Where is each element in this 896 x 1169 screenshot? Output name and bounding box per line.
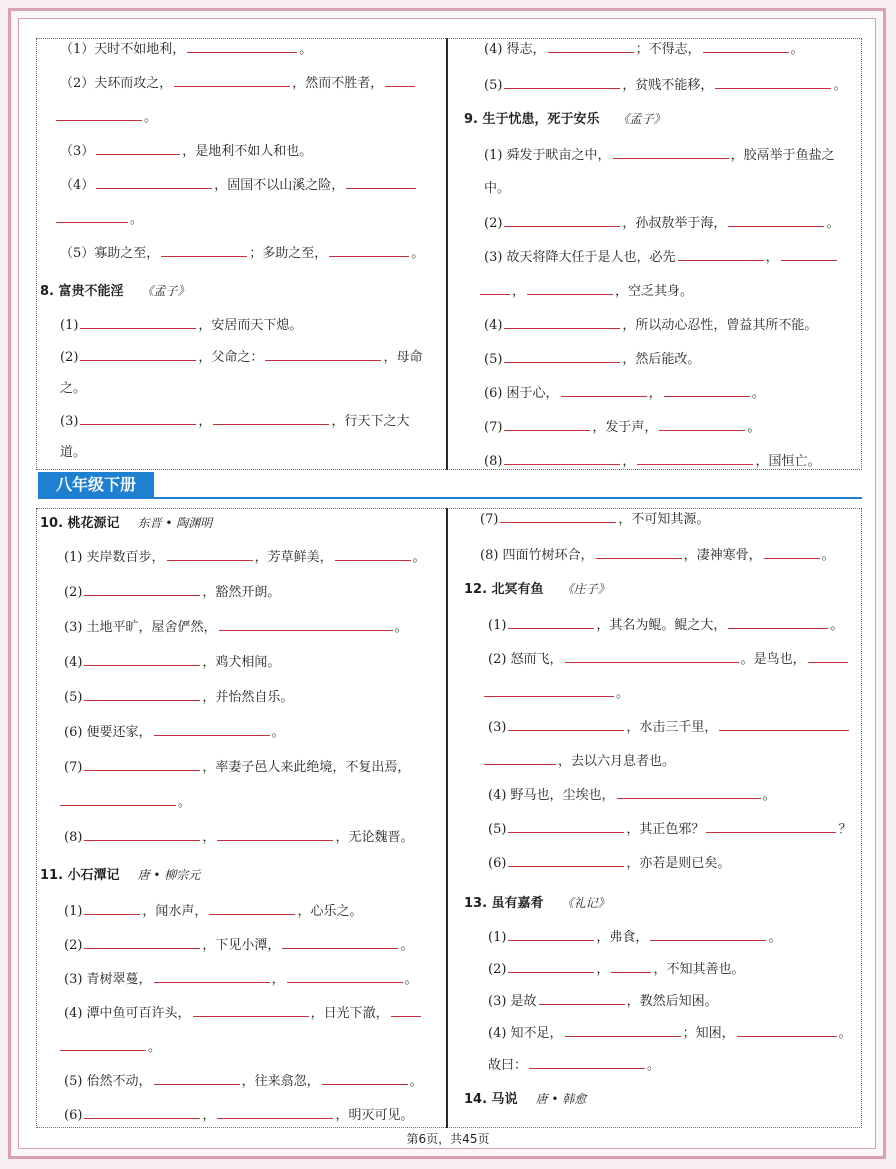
line-text: (3) 青树翠蔓， bbox=[64, 972, 152, 987]
fill-line bbox=[484, 76, 846, 95]
section-title-text: 10. 桃花源记 bbox=[40, 516, 120, 531]
answer-blank[interactable] bbox=[84, 758, 200, 771]
line-text: ，然而不胜者， bbox=[292, 76, 384, 91]
line-text: ， bbox=[202, 830, 216, 845]
line-text: 。 bbox=[830, 618, 844, 633]
line-text: (2) bbox=[488, 962, 507, 977]
fill-line bbox=[484, 316, 817, 335]
line-text: ，无论魏晋。 bbox=[335, 830, 414, 845]
line-text: ，胶鬲举于鱼盐之 bbox=[730, 148, 835, 163]
line-text: (4) 野马也，尘埃也， bbox=[488, 788, 615, 803]
line-text: 。 bbox=[833, 78, 847, 93]
fill-line bbox=[60, 74, 417, 93]
answer-blank[interactable] bbox=[539, 992, 625, 1005]
line-text: （1）天时不如地利， bbox=[60, 42, 186, 57]
line-text: 。 bbox=[790, 42, 804, 57]
line-text: (4) 得志， bbox=[484, 42, 546, 57]
answer-blank[interactable] bbox=[84, 902, 140, 915]
line-text: ，日光下澈， bbox=[310, 1006, 389, 1021]
line-text: ，往来翕忽， bbox=[241, 1074, 320, 1089]
answer-blank[interactable] bbox=[56, 210, 128, 223]
line-text: (6) bbox=[488, 856, 507, 871]
section-title-text: 12. 北冥有鱼 bbox=[464, 582, 544, 597]
fill-line bbox=[60, 142, 312, 161]
section-title bbox=[40, 866, 200, 885]
answer-blank[interactable] bbox=[617, 786, 761, 799]
fill-line bbox=[64, 758, 410, 777]
fill-line bbox=[54, 108, 157, 127]
fill-line bbox=[488, 718, 851, 737]
section-source: 东晋 • 陶渊明 bbox=[137, 516, 213, 530]
answer-blank[interactable] bbox=[504, 350, 620, 363]
answer-blank[interactable] bbox=[209, 902, 295, 915]
line-text: (4) bbox=[484, 318, 503, 333]
fill-line bbox=[64, 936, 413, 955]
answer-blank[interactable] bbox=[611, 960, 651, 973]
section-title-text: 13. 虽有嘉肴 bbox=[464, 896, 544, 911]
line-text: ， bbox=[648, 386, 662, 401]
answer-blank[interactable] bbox=[504, 76, 620, 89]
answer-blank[interactable] bbox=[508, 854, 624, 867]
line-text: (5) bbox=[484, 78, 503, 93]
line-text: (6) 困于心， bbox=[484, 386, 559, 401]
answer-blank[interactable] bbox=[484, 752, 556, 765]
answer-blank[interactable] bbox=[596, 546, 682, 559]
line-text: ， bbox=[271, 972, 285, 987]
fill-line bbox=[488, 786, 776, 805]
answer-blank[interactable] bbox=[565, 650, 739, 663]
answer-blank[interactable] bbox=[213, 412, 329, 425]
line-text: (5) bbox=[64, 690, 83, 705]
section-title bbox=[464, 580, 610, 599]
line-text: （3） bbox=[60, 144, 95, 159]
line-text: ，所以动心忍性，曾益其所不能。 bbox=[622, 318, 818, 333]
line-text: ， bbox=[198, 414, 212, 429]
line-text: （2）夫环而攻之， bbox=[60, 76, 173, 91]
line-text: 。 bbox=[616, 686, 630, 701]
line-text: ，闻水声， bbox=[142, 904, 208, 919]
fill-line bbox=[488, 650, 850, 669]
line-text: ，是地利不如人和也。 bbox=[182, 144, 313, 159]
answer-blank[interactable] bbox=[508, 616, 594, 629]
answer-blank[interactable] bbox=[287, 970, 403, 983]
line-text: (1) bbox=[60, 318, 79, 333]
answer-blank[interactable] bbox=[508, 820, 624, 833]
fill-line bbox=[64, 618, 408, 637]
fill-line bbox=[484, 214, 839, 233]
line-text: 。 bbox=[412, 550, 426, 565]
fill-line bbox=[484, 350, 700, 369]
line-text: ；不得志， bbox=[635, 42, 701, 57]
line-text: 。 bbox=[299, 42, 313, 57]
line-text: ，母命 bbox=[383, 350, 423, 365]
answer-blank[interactable] bbox=[282, 936, 398, 949]
line-text: ；多助之至， bbox=[249, 246, 328, 261]
fill-line bbox=[64, 1004, 423, 1023]
answer-blank[interactable] bbox=[678, 248, 764, 261]
section-title-text: 8. 富贵不能淫 bbox=[40, 284, 124, 299]
line-text: (3) 故天将降大任于是人也，必先 bbox=[484, 250, 676, 265]
fill-line bbox=[64, 828, 413, 847]
answer-blank[interactable] bbox=[703, 40, 789, 53]
answer-blank[interactable] bbox=[664, 384, 750, 397]
line-text: ，亦若是则已矣。 bbox=[626, 856, 731, 871]
line-text: ， bbox=[622, 454, 636, 469]
line-text: (7) bbox=[64, 760, 83, 775]
section-source: 《庄子》 bbox=[561, 582, 610, 596]
fill-line bbox=[64, 688, 293, 707]
answer-blank[interactable] bbox=[391, 1004, 421, 1017]
line-text: ，发于声， bbox=[592, 420, 658, 435]
answer-blank[interactable] bbox=[504, 418, 590, 431]
answer-blank[interactable] bbox=[385, 74, 415, 87]
answer-blank[interactable] bbox=[265, 348, 381, 361]
line-text: ，明灭可见。 bbox=[335, 1108, 414, 1123]
line-text: (4) bbox=[64, 655, 83, 670]
line-text: ， bbox=[765, 250, 779, 265]
fill-line bbox=[488, 1056, 660, 1075]
line-text: 。 bbox=[271, 725, 285, 740]
bottom-divider bbox=[446, 508, 448, 1128]
answer-blank[interactable] bbox=[737, 1024, 837, 1037]
fill-line bbox=[60, 412, 409, 431]
answer-blank[interactable] bbox=[84, 653, 200, 666]
fill-line bbox=[482, 752, 675, 771]
line-text: ，去以六月息者也。 bbox=[558, 754, 676, 769]
answer-blank[interactable] bbox=[346, 176, 416, 189]
line-text: 。 bbox=[411, 246, 425, 261]
line-text: (3) bbox=[60, 414, 79, 429]
answer-blank[interactable] bbox=[60, 1038, 146, 1051]
fill-line bbox=[480, 546, 835, 565]
section-source: 《礼记》 bbox=[561, 896, 610, 910]
fill-line bbox=[484, 146, 835, 165]
answer-blank[interactable] bbox=[504, 214, 620, 227]
line-text: ，率妻子邑人来此绝境，不复出焉， bbox=[202, 760, 411, 775]
fill-line bbox=[64, 583, 280, 602]
answer-blank[interactable] bbox=[84, 688, 200, 701]
fill-line bbox=[488, 992, 718, 1011]
line-text: (2) bbox=[64, 938, 83, 953]
answer-blank[interactable] bbox=[480, 282, 510, 295]
fill-line bbox=[60, 40, 312, 59]
line-text: (5) bbox=[484, 352, 503, 367]
fill-line bbox=[480, 510, 709, 529]
line-text: ，其正色邪？ bbox=[626, 822, 705, 837]
answer-blank[interactable] bbox=[808, 650, 848, 663]
section-source: 《孟子》 bbox=[617, 112, 666, 126]
answer-blank[interactable] bbox=[484, 684, 614, 697]
line-text: ；知困， bbox=[682, 1026, 735, 1041]
answer-blank[interactable] bbox=[167, 548, 253, 561]
line-text: 。 bbox=[747, 420, 761, 435]
line-text: 故曰： bbox=[488, 1058, 528, 1073]
line-text: 。 bbox=[409, 1074, 423, 1089]
line-text: ，贫贱不能移， bbox=[622, 78, 714, 93]
line-text: ，固国不以山溪之险， bbox=[214, 178, 345, 193]
fill-line bbox=[488, 928, 781, 947]
line-text: (1) 夹岸数百步， bbox=[64, 550, 165, 565]
line-text: 。 bbox=[394, 620, 408, 635]
line-text: 。 bbox=[178, 795, 192, 810]
fill-line bbox=[484, 40, 804, 59]
top-divider bbox=[446, 38, 448, 470]
fill-line bbox=[488, 960, 744, 979]
fill-line bbox=[482, 684, 629, 703]
line-text: 道。 bbox=[60, 445, 87, 460]
line-text: ，教然后知困。 bbox=[626, 994, 718, 1009]
answer-blank[interactable] bbox=[529, 1056, 645, 1069]
answer-blank[interactable] bbox=[719, 718, 849, 731]
line-text: 之。 bbox=[60, 381, 87, 396]
grade-banner: 八年级下册 bbox=[38, 472, 154, 498]
line-text: 。 bbox=[404, 972, 418, 987]
fill-line bbox=[58, 793, 191, 812]
line-text: ，其名为鲲。鲲之大， bbox=[596, 618, 727, 633]
answer-blank[interactable] bbox=[154, 1072, 240, 1085]
answer-blank[interactable] bbox=[508, 718, 624, 731]
answer-blank[interactable] bbox=[187, 40, 297, 53]
line-text: (1) bbox=[488, 618, 507, 633]
answer-blank[interactable] bbox=[84, 583, 200, 596]
line-text: ，芳草鲜美， bbox=[254, 550, 333, 565]
line-text: (2) bbox=[64, 585, 83, 600]
banner-underline bbox=[38, 497, 862, 499]
line-text: ，水击三千里， bbox=[626, 720, 718, 735]
line-text: ，不可知其源。 bbox=[618, 512, 710, 527]
fill-line bbox=[64, 970, 418, 989]
line-text: 。 bbox=[647, 1058, 661, 1073]
answer-blank[interactable] bbox=[329, 244, 409, 257]
section-source: 唐 • 柳宗元 bbox=[137, 868, 201, 882]
fill-line bbox=[484, 248, 839, 267]
answer-blank[interactable] bbox=[56, 108, 142, 121]
answer-blank[interactable] bbox=[561, 384, 647, 397]
fill-line bbox=[488, 1024, 852, 1043]
line-text: ，不知其善也。 bbox=[653, 962, 745, 977]
line-text: ， bbox=[596, 962, 610, 977]
line-text: 中。 bbox=[484, 181, 511, 196]
line-text: ，行天下之大 bbox=[331, 414, 410, 429]
answer-blank[interactable] bbox=[193, 1004, 309, 1017]
fill-line bbox=[64, 653, 280, 672]
line-text: (2) bbox=[484, 216, 503, 231]
line-text: 。 bbox=[768, 930, 782, 945]
fill-line bbox=[484, 384, 765, 403]
line-text: ，并怡然自乐。 bbox=[202, 690, 294, 705]
answer-blank[interactable] bbox=[504, 452, 620, 465]
line-text: (3) 土地平旷，屋舍俨然， bbox=[64, 620, 217, 635]
line-text: ，凄神寒骨， bbox=[683, 548, 762, 563]
line-text: ？ bbox=[838, 822, 852, 837]
line-text: 。 bbox=[148, 1040, 162, 1055]
line-text: (1) 舜发于畎亩之中， bbox=[484, 148, 611, 163]
answer-blank[interactable] bbox=[637, 452, 753, 465]
line-text: 。 bbox=[826, 216, 840, 231]
fill-line bbox=[60, 316, 302, 335]
fill-line bbox=[60, 244, 424, 263]
line-text: ，空乏其身。 bbox=[615, 284, 694, 299]
answer-blank[interactable] bbox=[548, 40, 634, 53]
fill-line bbox=[488, 616, 843, 635]
answer-blank[interactable] bbox=[161, 244, 247, 257]
line-text: (1) bbox=[488, 930, 507, 945]
fill-line bbox=[484, 180, 510, 198]
line-text: (7) bbox=[480, 512, 499, 527]
line-text: ，鸡犬相闻。 bbox=[202, 655, 281, 670]
line-text: ，弗食， bbox=[596, 930, 649, 945]
fill-line bbox=[60, 444, 86, 462]
fill-line bbox=[64, 1106, 413, 1125]
answer-blank[interactable] bbox=[715, 76, 831, 89]
line-text: (2) bbox=[60, 350, 79, 365]
answer-blank[interactable] bbox=[96, 176, 212, 189]
answer-blank[interactable] bbox=[706, 820, 836, 833]
answer-blank[interactable] bbox=[219, 618, 393, 631]
fill-line bbox=[484, 452, 820, 471]
page-footer: 第6页，共45页 bbox=[406, 1132, 490, 1146]
line-text: (8) bbox=[484, 454, 503, 469]
fill-line bbox=[478, 282, 693, 301]
answer-blank[interactable] bbox=[60, 793, 176, 806]
line-text: 。 bbox=[838, 1026, 852, 1041]
line-text: ，国恒亡。 bbox=[755, 454, 821, 469]
answer-blank[interactable] bbox=[504, 316, 620, 329]
fill-line bbox=[54, 210, 143, 229]
fill-line bbox=[60, 380, 86, 398]
answer-blank[interactable] bbox=[154, 723, 270, 736]
line-text: (3) bbox=[488, 720, 507, 735]
line-text: ，父命之： bbox=[198, 350, 264, 365]
section-title bbox=[40, 282, 190, 301]
answer-blank[interactable] bbox=[728, 616, 828, 629]
line-text: ，孙叔敖举于海， bbox=[622, 216, 727, 231]
section-title-text: 14. 马说 bbox=[464, 1092, 518, 1107]
line-text: 。是鸟也， bbox=[740, 652, 806, 667]
line-text: ，安居而天下熄。 bbox=[198, 318, 303, 333]
answer-blank[interactable] bbox=[84, 828, 200, 841]
line-text: (1) bbox=[64, 904, 83, 919]
fill-line bbox=[64, 1072, 423, 1091]
line-text: ， bbox=[512, 284, 526, 299]
line-text: (2) 怒而飞， bbox=[488, 652, 563, 667]
section-title bbox=[40, 514, 212, 533]
line-text: （5）寡助之至， bbox=[60, 246, 160, 261]
answer-blank[interactable] bbox=[565, 1024, 681, 1037]
fill-line bbox=[64, 902, 362, 921]
answer-blank[interactable] bbox=[764, 546, 820, 559]
line-text: 。 bbox=[751, 386, 765, 401]
answer-blank[interactable] bbox=[322, 1072, 408, 1085]
line-text: 。 bbox=[144, 110, 158, 125]
fill-line bbox=[58, 1038, 161, 1057]
fill-line bbox=[64, 723, 285, 742]
line-text: (6) bbox=[64, 1108, 83, 1123]
fill-line bbox=[60, 348, 422, 367]
line-text: (6) 便要还家， bbox=[64, 725, 152, 740]
answer-blank[interactable] bbox=[217, 828, 333, 841]
line-text: 。 bbox=[400, 938, 414, 953]
line-text: ，豁然开朗。 bbox=[202, 585, 281, 600]
line-text: (5) 佁然不动， bbox=[64, 1074, 152, 1089]
line-text: (4) 知不足， bbox=[488, 1026, 563, 1041]
section-title-text: 9. 生于忧患，死于安乐 bbox=[464, 112, 600, 127]
section-source: 唐 • 韩愈 bbox=[535, 1092, 587, 1106]
answer-blank[interactable] bbox=[508, 928, 594, 941]
answer-blank[interactable] bbox=[500, 510, 616, 523]
line-text: ， bbox=[202, 1108, 216, 1123]
section-title bbox=[464, 894, 610, 913]
answer-blank[interactable] bbox=[84, 1106, 200, 1119]
answer-blank[interactable] bbox=[613, 146, 729, 159]
answer-blank[interactable] bbox=[335, 548, 411, 561]
answer-blank[interactable] bbox=[659, 418, 745, 431]
answer-blank[interactable] bbox=[96, 142, 180, 155]
answer-blank[interactable] bbox=[508, 960, 594, 973]
fill-line bbox=[488, 820, 851, 839]
line-text: 。 bbox=[762, 788, 776, 803]
answer-blank[interactable] bbox=[80, 412, 196, 425]
answer-blank[interactable] bbox=[154, 970, 270, 983]
answer-blank[interactable] bbox=[728, 214, 824, 227]
line-text: (8) 四面竹树环合， bbox=[480, 548, 594, 563]
line-text: (3) 是故 bbox=[488, 994, 537, 1009]
section-source: 《孟子》 bbox=[141, 284, 190, 298]
section-title bbox=[464, 110, 666, 129]
line-text: ，然后能改。 bbox=[622, 352, 701, 367]
answer-blank[interactable] bbox=[527, 282, 613, 295]
section-title-text: 11. 小石潭记 bbox=[40, 868, 120, 883]
line-text: 。 bbox=[130, 212, 144, 227]
fill-line bbox=[488, 854, 730, 873]
answer-blank[interactable] bbox=[174, 74, 290, 87]
line-text: ，下见小潭， bbox=[202, 938, 281, 953]
answer-blank[interactable] bbox=[781, 248, 837, 261]
line-text: (5) bbox=[488, 822, 507, 837]
answer-blank[interactable] bbox=[217, 1106, 333, 1119]
line-text: 。 bbox=[821, 548, 835, 563]
answer-blank[interactable] bbox=[80, 348, 196, 361]
fill-line bbox=[484, 418, 760, 437]
fill-line bbox=[64, 548, 426, 567]
answer-blank[interactable] bbox=[80, 316, 196, 329]
answer-blank[interactable] bbox=[650, 928, 766, 941]
line-text: (4) 潭中鱼可百许头， bbox=[64, 1006, 191, 1021]
line-text: (8) bbox=[64, 830, 83, 845]
line-text: ，心乐之。 bbox=[297, 904, 363, 919]
answer-blank[interactable] bbox=[84, 936, 200, 949]
line-text: （4） bbox=[60, 178, 95, 193]
section-title bbox=[464, 1090, 586, 1109]
line-text: (7) bbox=[484, 420, 503, 435]
fill-line bbox=[60, 176, 418, 195]
